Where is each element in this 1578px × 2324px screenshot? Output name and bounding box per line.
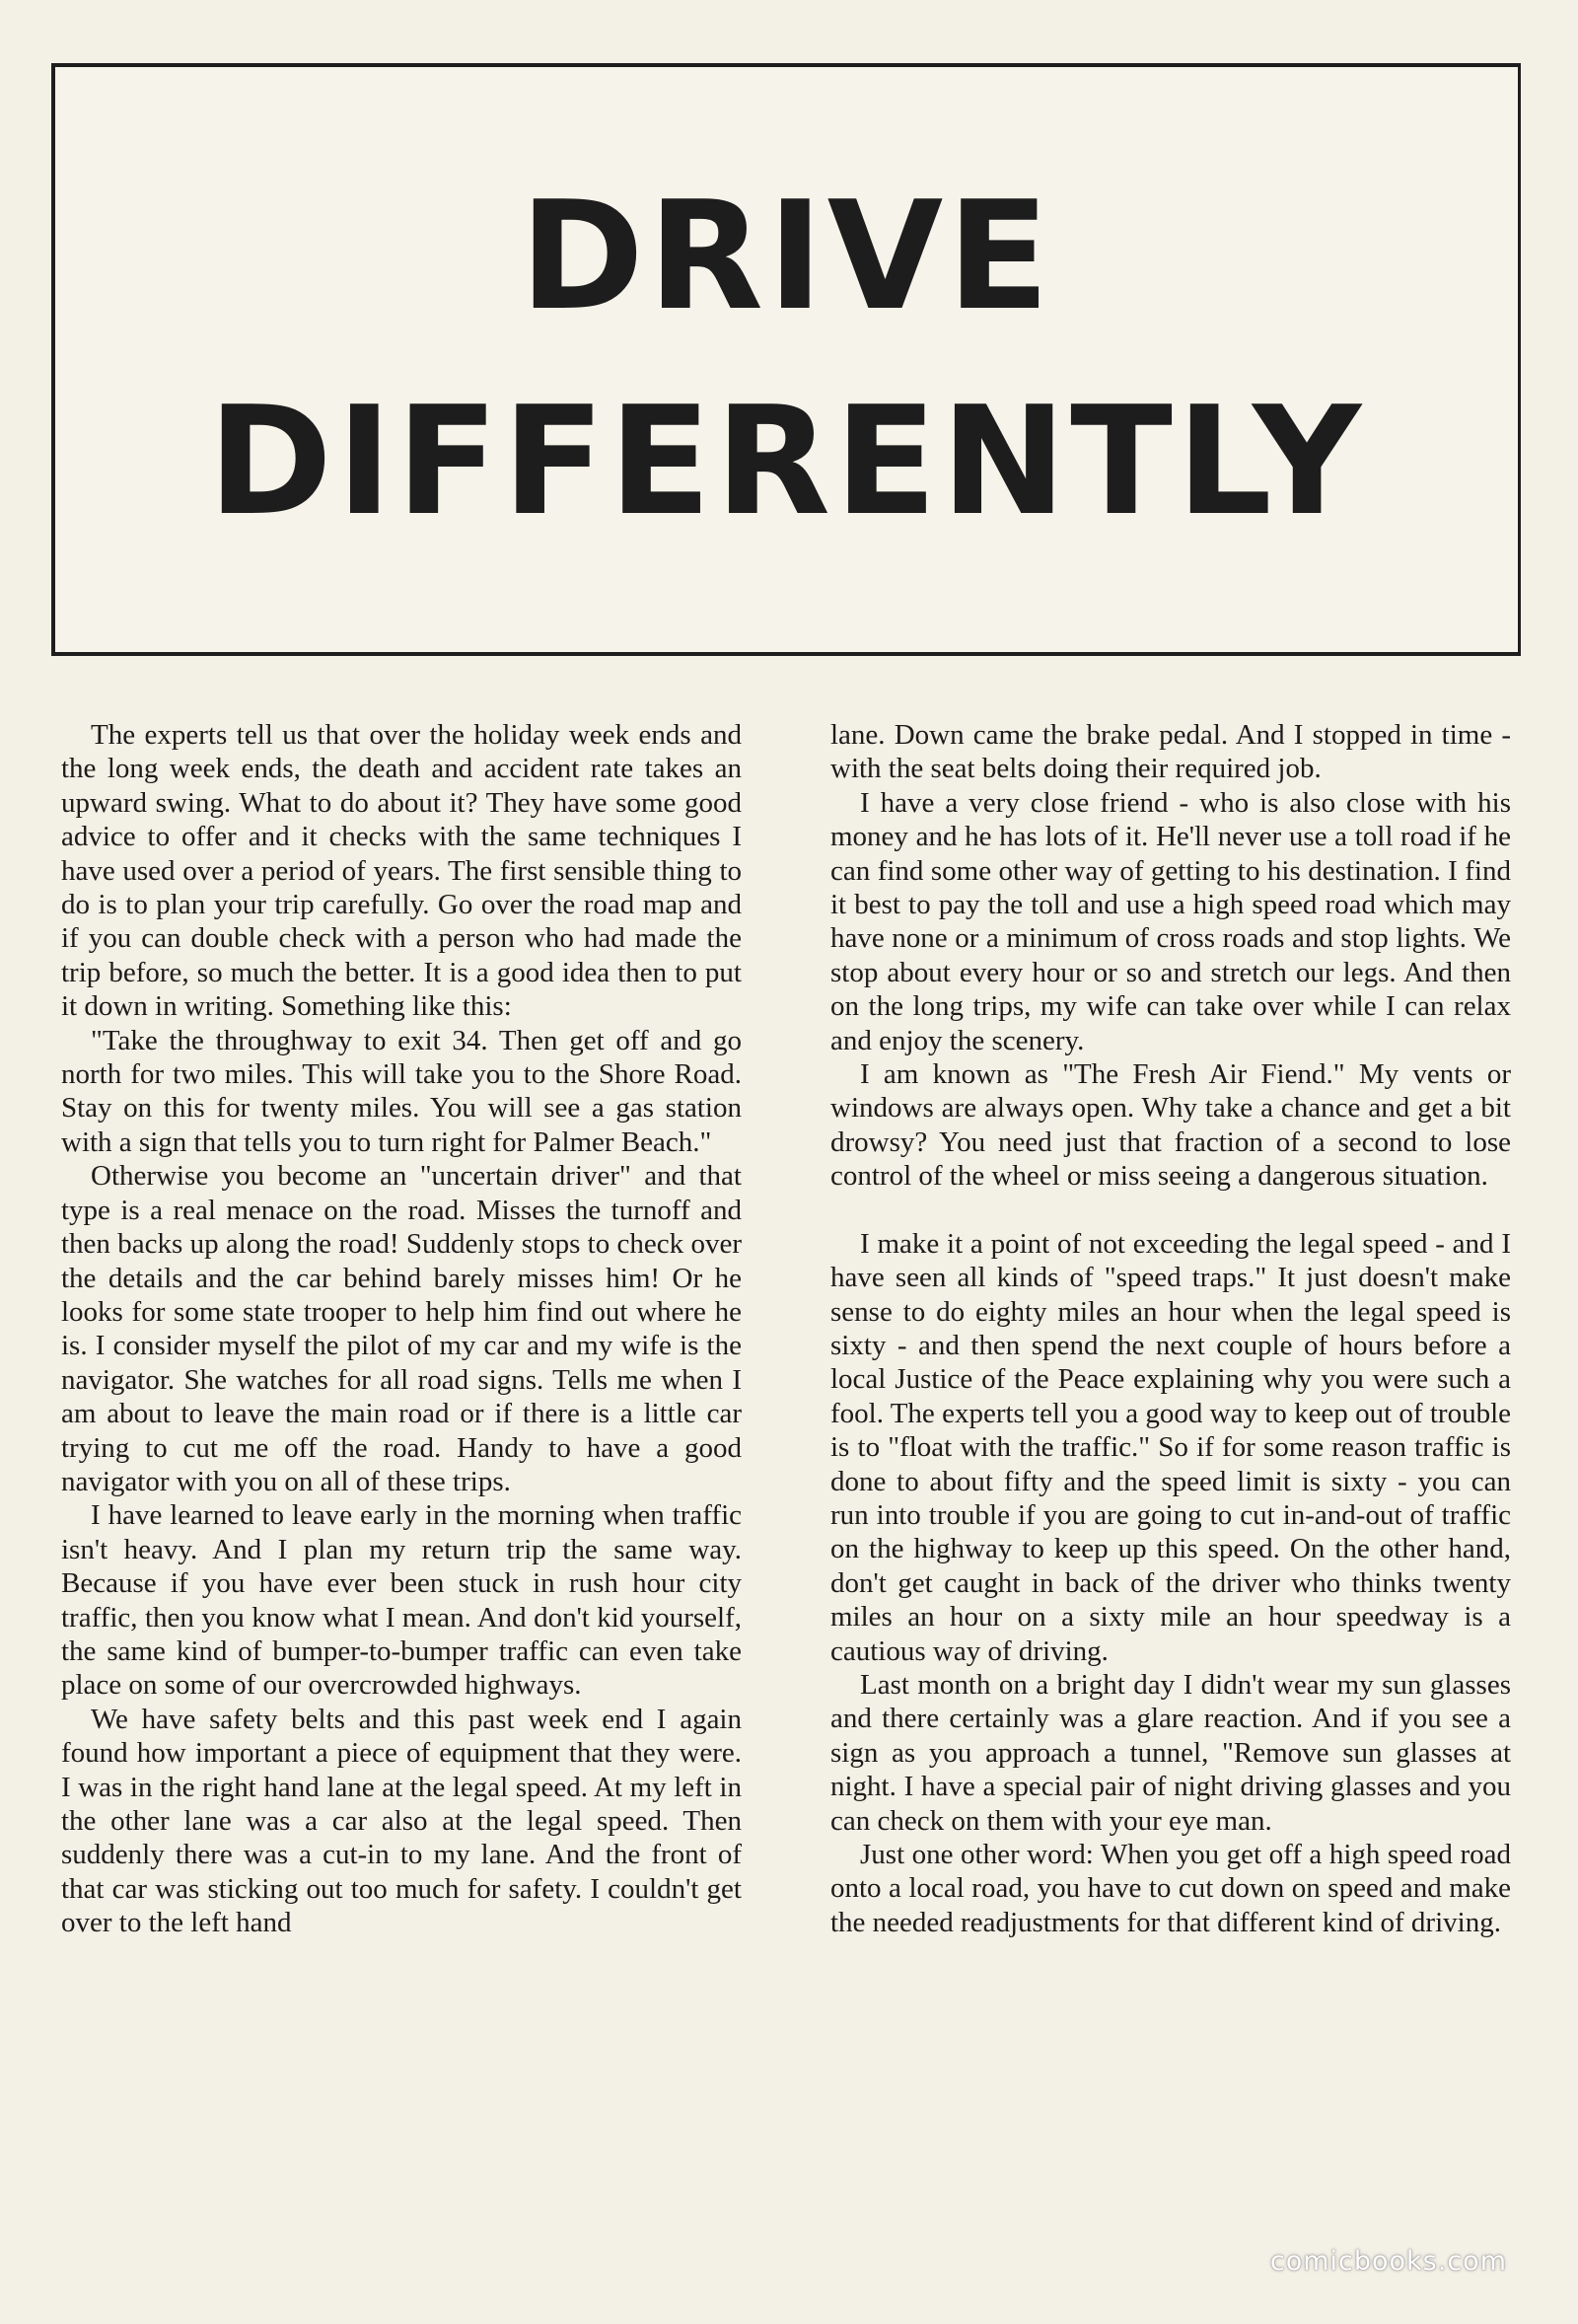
paragraph: The experts tell us that over the holiday week ends and the long week ends, the death and accident rate takes an upward swing. What to do about it? They have some good advice to offer and it checks with the same techniques I have used over a period of years. The first sensible thing to do is to plan your trip carefully. Go over the road map and if you can double check with a person who had made the trip before, so much the better. It is a good idea then to put it down in writing. Something like this: (61, 719, 742, 1023)
paragraph: I have a very close friend - who is also close with his money and he has lots of it. He'll never use a toll road if he can find some other way of getting to his destination. I find it best to pay the toll and use a high speed road which may have none or a minimum of cross roads and stop lights. We stop about every hour or so and stretch our legs. And then on the long trips, my wife can take over while I can relax and enjoy the scenery. (830, 786, 1511, 1056)
paragraph: I am known as "The Fresh Air Fiend." My vents or windows are always open. Why take a chance and get a bit drowsy? You need just that fraction of a second to lose control of the wheel or miss seeing a dangerous situation. (830, 1058, 1511, 1193)
right-column (830, 718, 1511, 1939)
paragraph: I have learned to leave early in the morning when traffic isn't heavy. And I plan my return trip the same way. Because if you have ever been stuck in rush hour city traffic, then you know what I mean. And don't kid yourself, the same kind of bumper-to-bumper traffic can even take place on some of our overcrowded highways. (61, 1499, 742, 1702)
title-line-2: DIFFERENTLY (207, 374, 1366, 548)
title-box (51, 63, 1521, 656)
title-line-1: DRIVE (519, 169, 1054, 343)
paragraph: I make it a point of not exceeding the legal speed - and I have seen all kinds of "speed traps." It just doesn't make sense to do eighty miles an hour when the legal speed is sixty - and then spend the next couple of hours before a local Justice of the Peace explaining why you were such a fool. The experts tell you a good way to keep out of trouble is to "float with the traffic." So if for some reason traffic is done to about fifty and the speed limit is sixty - you can run into trouble if you are going to cut in-and-out of traffic on the highway to keep up this speed. On the other hand, don't get caught in back of the driver who thinks twenty miles an hour on a sixty mile an hour speedway is a cautious way of driving. (830, 1227, 1511, 1667)
left-column (61, 718, 742, 1940)
paragraph: We have safety belts and this past week end I again found how important a piece of equipment that they were. I was in the right hand lane at the legal speed. At my left in the other lane was a car also at the legal speed. Then suddenly there was a cut-in to my lane. And the front of that car was sticking out too much for safety. I couldn't get over to the left hand (61, 1703, 742, 1939)
paragraph: Just one other word: When you get off a high speed road onto a local road, you have to cut down on speed and make the needed readjustments for that different kind of driving. (830, 1839, 1511, 1938)
paragraph: Last month on a bright day I didn't wear my sun glasses and there certainly was a glare reaction. And if you see a sign as you approach a tunnel, "Remove sun glasses at night. I have a special pair of night driving glasses and you can check on them with your eye man. (830, 1668, 1511, 1837)
paragraph-continuation: lane. Down came the brake pedal. And I stopped in time - with the seat belts doing their required job. (830, 719, 1511, 785)
paragraph: "Take the throughway to exit 34. Then get off and go north for two miles. This will take you to the Shore Road. Stay on this for twenty miles. You will see a gas station with a sign that tells you to turn right for Palmer Beach." (61, 1024, 742, 1158)
paragraph: Otherwise you become an "uncertain driver" and that type is a real menace on the road. Misses the turnoff and then backs up along the road! Suddenly stops to check over the details and the car behind barely misses him! Or he looks for some state trooper to help him find out where he is. I consider myself the pilot of my car and my wife is the navigator. She watches for all road signs. Tells me when I am about to leave the main road or if there is a little car trying to cut me off the road. Handy to have a good navigator with you on all of these trips. (61, 1160, 742, 1497)
watermark: comicbooks.com (1269, 2246, 1507, 2277)
